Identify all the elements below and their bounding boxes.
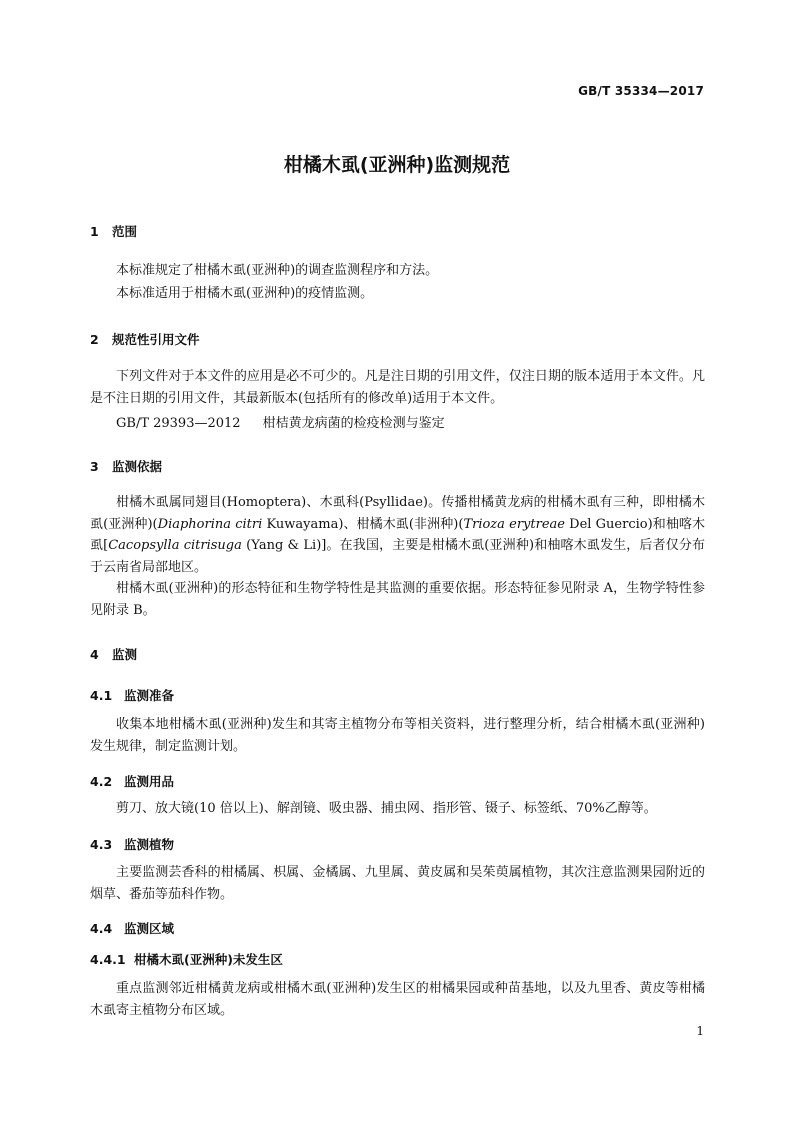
section-number: 4 — [90, 647, 99, 662]
section-title: 监测区域 — [124, 921, 175, 936]
section-title: 监测依据 — [112, 459, 163, 474]
text-run: (Yang & Li)]。在我国，主要是柑橘木虱(亚洲种)和柚喀木虱发生，后者仅分布于云南省局部地区。 — [90, 538, 706, 575]
section-3-heading — [90, 457, 162, 475]
section-4-2-heading — [90, 772, 174, 790]
section-4-4-1-paragraph: 重点监测邻近柑橘黄龙病或柑橘木虱(亚洲种)发生区的柑橘果园或种苗基地，以及九里香、黄皮等柑橘木虱寄主植物分布区域。 — [90, 981, 705, 1018]
section-title: 柑橘木虱(亚洲种)未发生区 — [134, 952, 283, 967]
section-4-3-paragraph: 主要监测芸香科的柑橘属、枳属、金橘属、九里属、黄皮属和吴茱萸属植物，其次注意监测果园附近的烟草、番茄等茄科作物。 — [90, 865, 705, 902]
section-4-3-heading — [90, 835, 174, 853]
section-4-heading — [90, 645, 137, 663]
standard-code: GB/T 35334—2017 — [578, 84, 704, 98]
species-name: Trioza erytreae — [463, 516, 565, 532]
reference-code: GB/T 29393—2012 — [116, 416, 241, 431]
section-number: 4.1 — [90, 688, 113, 703]
section-number: 4.4.1 — [90, 952, 126, 967]
section-4-4-heading — [90, 919, 174, 937]
section-4-1-heading — [90, 686, 174, 704]
page-number: 1 — [696, 1024, 704, 1038]
reference-title: 柑桔黄龙病菌的检疫检测与鉴定 — [262, 416, 445, 431]
section-3-paragraph-2: 柑橘木虱(亚洲种)的形态特征和生物学特性是其监测的重要依据。形态特征参见附录 A，生物学特性参见附录 B。 — [90, 581, 705, 618]
section-number: 4.3 — [90, 837, 113, 852]
section-1-paragraph-2: 本标准适用于柑橘木虱(亚洲种)的疫情监测。 — [116, 286, 374, 301]
section-title: 监测准备 — [124, 688, 175, 703]
section-title: 监测 — [112, 647, 138, 662]
section-title: 范围 — [112, 224, 138, 239]
section-number: 3 — [90, 459, 99, 474]
section-number: 4.2 — [90, 774, 113, 789]
section-title: 规范性引用文件 — [112, 332, 200, 347]
section-number: 4.4 — [90, 921, 113, 936]
section-2-paragraph-1: 下列文件对于本文件的应用是必不可少的。凡是注日期的引用文件，仅注日期的版本适用于本文件。凡是不注日期的引用文件，其最新版本(包括所有的修改单)适用于本文件。 — [90, 369, 705, 406]
section-title: 监测用品 — [124, 774, 175, 789]
section-number: 2 — [90, 332, 99, 347]
section-4-1-paragraph: 收集本地柑橘木虱(亚洲种)发生和其寄主植物分布等相关资料，进行整理分析，结合柑橘木虱(亚洲种)发生规律，制定监测计划。 — [90, 717, 705, 754]
section-4-2-paragraph: 剪刀、放大镜(10 倍以上)、解剖镜、吸虫器、捕虫网、指形管、镊子、标签纸、70%乙醇等。 — [116, 801, 657, 816]
species-name: Diaphorina citri — [157, 516, 263, 532]
section-1-heading — [90, 222, 137, 240]
section-4-4-1-heading — [90, 950, 283, 968]
section-number: 1 — [90, 224, 99, 239]
section-3-paragraph-1 — [90, 492, 705, 578]
normative-reference — [116, 412, 445, 431]
text-run: 柑橘木虱属同翅目(Homoptera)、木虱科(Psyllidae)。传播柑橘黄龙病的柑橘木虱有三种，即柑橘木虱(亚洲种)( — [90, 495, 705, 532]
species-name: Cacopsylla citrisuga — [108, 538, 242, 553]
text-run: Kuwayama)、柑橘木虱(非洲种)( — [262, 516, 464, 532]
section-1-paragraph-1: 本标准规定了柑橘木虱(亚洲种)的调查监测程序和方法。 — [116, 263, 439, 278]
text-run: Del Guercio)和柚喀木虱[ — [90, 516, 705, 553]
document-title: 柑橘木虱(亚洲种)监测规范 — [283, 154, 511, 176]
section-2-heading — [90, 330, 200, 348]
section-title: 监测植物 — [124, 837, 175, 852]
